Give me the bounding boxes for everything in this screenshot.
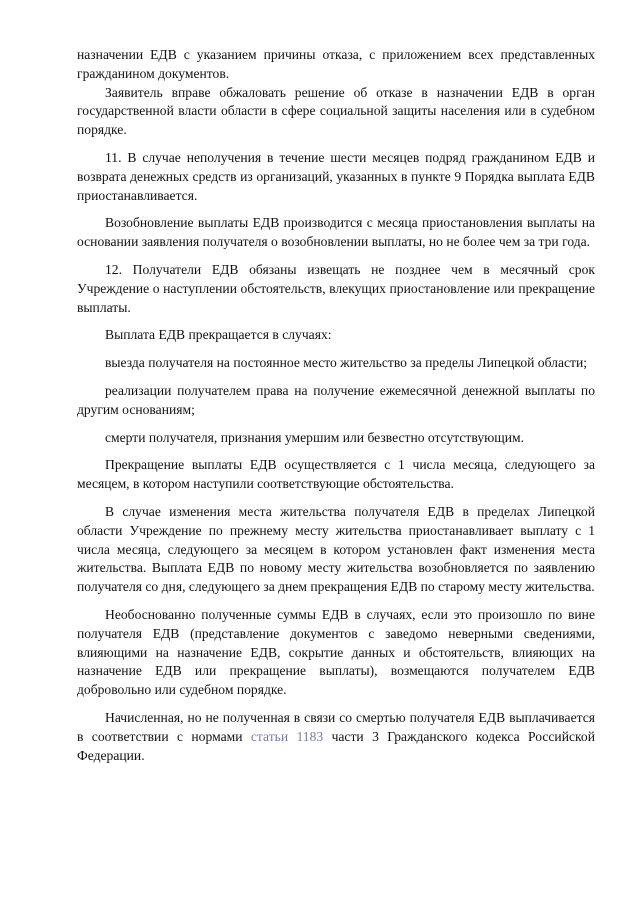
paragraph: смерти получателя, признания умершим или безвестно отсутствующим.: [105, 429, 525, 445]
paragraph: 12. Получатели ЕДВ обязаны извещать не позднее чем в месячный срок Учреждение о наступлении обстоятельств, влекущих приостановление или прекращение выплаты.: [77, 261, 595, 315]
paragraph: Прекращение выплаты ЕДВ осуществляется с 1 числа месяца, следующего за месяцем, в котором наступили соответствующие обстоятельства.: [77, 457, 595, 492]
paragraph: Заявитель вправе обжаловать решение об отказе в назначении ЕДВ в орган государственной власти области в сфере социальной защиты населения или в судебном порядке.: [77, 84, 595, 138]
law-article-link[interactable]: статьи 1183: [250, 728, 324, 744]
paragraph-text: части 3 Гражданского кодекса Российской Федерации.: [77, 728, 595, 763]
paragraph: реализации получателем права на получение ежемесячной денежной выплаты по другим основаниям;: [77, 382, 595, 417]
paragraph: Выплата ЕДВ прекращается в случаях:: [105, 327, 332, 343]
paragraph: 11. В случае неполучения в течение шести месяцев подряд гражданином ЕДВ и возврата денежных средств из организаций, указанных в пункте 9 Порядка выплата ЕДВ приостанавливается.: [77, 149, 595, 203]
paragraph: [77, 709, 595, 765]
paragraph: В случае изменения места жительства получателя ЕДВ в пределах Липецкой области Учреждение по прежнему месту жительства приостанавливает выплату с 1 числа месяца, следующего за месяцем в котором установлен факт изменения места жительства. Выплата ЕДВ по новому месту жительства возобновляется по заявлению получателя со дня, следующего за днем прекращения ЕДВ по старому месту жительства.: [77, 503, 595, 595]
paragraph: Необоснованно полученные суммы ЕДВ в случаях, если это произошло по вине получателя ЕДВ (представление документов с заведомо неверными сведениями, влияющими на назначение ЕДВ, сокрытие данных и обстоятельств, влияющих на назначение ЕДВ или прекращение выплаты), возмещаются получателем ЕДВ добровольно или судебном порядке.: [77, 606, 595, 698]
document-body: [77, 46, 595, 765]
paragraph-text: Начисленная, но не полученная в связи со смертью получателя ЕДВ выплачивается в соответствии с нормами: [77, 709, 595, 744]
paragraph: назначении ЕДВ с указанием причины отказа, с приложением всех представленных гражданином документов.: [77, 47, 595, 81]
paragraph: выезда получателя на постоянное место жительство за пределы Липецкой области;: [105, 355, 588, 371]
paragraph: Возобновление выплаты ЕДВ производится с месяца приостановления выплаты на основании заявления получателя о возобновлении выплаты, но не более чем за три года.: [77, 215, 595, 250]
